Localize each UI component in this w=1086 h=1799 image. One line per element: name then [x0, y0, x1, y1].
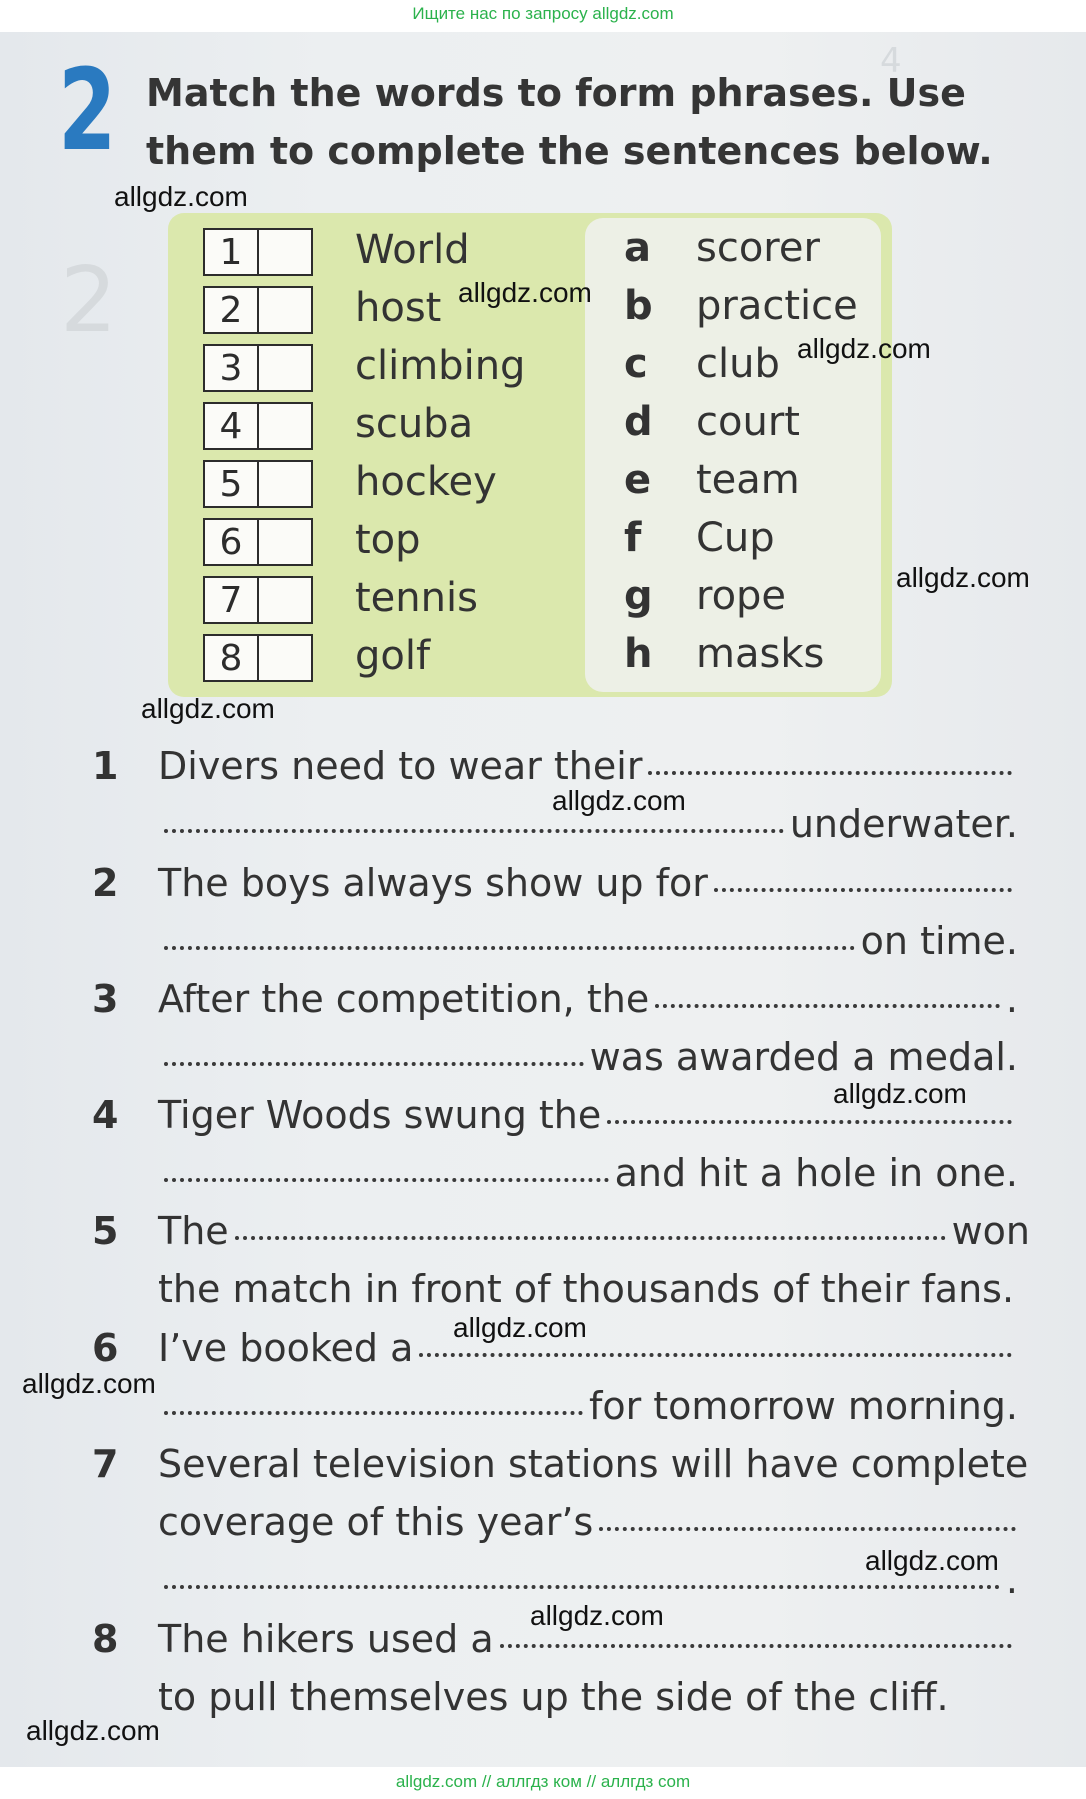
left-word: climbing	[355, 343, 526, 389]
sentence-text: Several television stations will have complete	[158, 1442, 1029, 1486]
sentence-text: Divers need to wear their	[158, 744, 643, 788]
answer-blank[interactable]	[607, 1120, 1012, 1124]
sentence-text: After the competition, the	[158, 977, 650, 1021]
left-word: golf	[355, 633, 431, 679]
answer-box[interactable]	[203, 228, 313, 276]
watermark: allgdz.com	[26, 1715, 160, 1746]
option-letter: c	[624, 341, 648, 387]
sentence-text: .	[1005, 1558, 1018, 1602]
sentence-number: 3	[92, 977, 119, 1021]
right-word: scorer	[696, 225, 820, 271]
answer-blank[interactable]	[599, 1527, 1016, 1531]
watermark: allgdz.com	[22, 1368, 156, 1399]
answer-box[interactable]	[203, 286, 313, 334]
answer-blank[interactable]	[655, 1004, 1000, 1008]
sentence-text: and hit a hole in one.	[614, 1151, 1018, 1195]
exercise-instruction: Match the words to form phrases. Use them to complete the sentences below.	[146, 71, 993, 173]
answer-box[interactable]	[203, 576, 313, 624]
item-number: 2	[205, 288, 259, 332]
answer-blank[interactable]	[500, 1644, 1012, 1648]
answer-box[interactable]	[203, 634, 313, 682]
sentence-number: 6	[92, 1326, 119, 1370]
answer-blank[interactable]	[714, 888, 1012, 892]
watermark: allgdz.com	[453, 1312, 587, 1343]
answer-blank[interactable]	[164, 946, 855, 950]
sentence-text: for tomorrow morning.	[588, 1384, 1018, 1428]
sentence-text: won	[951, 1209, 1030, 1253]
watermark: allgdz.com	[114, 181, 248, 212]
answer-box[interactable]	[203, 402, 313, 450]
option-letter: a	[624, 225, 651, 271]
sentence-text: on time.	[860, 919, 1018, 963]
answer-box[interactable]	[203, 460, 313, 508]
exercise-number: 2	[58, 46, 117, 176]
answer-blank[interactable]	[648, 771, 1012, 775]
right-word: club	[696, 341, 780, 387]
left-word: World	[355, 227, 470, 273]
right-word: court	[696, 399, 800, 445]
answer-blank[interactable]	[164, 1585, 1000, 1589]
option-letter: f	[624, 515, 642, 561]
option-letter: g	[624, 573, 653, 619]
answer-blank[interactable]	[164, 1178, 609, 1182]
sentence-line	[158, 1322, 1018, 1374]
answer-box[interactable]	[203, 344, 313, 392]
item-number: 8	[205, 636, 259, 680]
item-number: 1	[205, 230, 259, 274]
watermark: allgdz.com	[530, 1600, 664, 1631]
sentence-text: Tiger Woods swung the	[158, 1093, 602, 1137]
sentence-number: 5	[92, 1209, 119, 1253]
item-number: 3	[205, 346, 259, 390]
watermark: allgdz.com	[896, 562, 1030, 593]
answer-blank[interactable]	[164, 829, 784, 833]
answer-blank[interactable]	[419, 1353, 1012, 1357]
sentence-number: 7	[92, 1442, 119, 1486]
left-word: tennis	[355, 575, 478, 621]
sentence-text: .	[1005, 977, 1018, 1021]
left-word: host	[355, 285, 442, 331]
sentence-text: The hikers used a	[158, 1617, 494, 1661]
item-number: 4	[205, 404, 259, 448]
option-letter: b	[624, 283, 653, 329]
item-number: 7	[205, 578, 259, 622]
answer-box[interactable]	[203, 518, 313, 566]
sentence-text: I’ve booked a	[158, 1326, 414, 1370]
sentence-text: The boys always show up for	[158, 861, 708, 905]
watermark: allgdz.com	[865, 1545, 999, 1576]
sentence-number: 8	[92, 1617, 119, 1661]
top-banner: Ищите нас по запросу allgdz.com	[412, 4, 674, 23]
sentence-line	[158, 1147, 1018, 1199]
sentence-text: coverage of this year’s	[158, 1500, 594, 1544]
right-word: practice	[696, 283, 858, 329]
answer-blank[interactable]	[235, 1236, 946, 1240]
sentence-line	[158, 1671, 1022, 1723]
option-letter: d	[624, 399, 653, 445]
sentence-line	[158, 1031, 1018, 1083]
sentence-line	[158, 1263, 1030, 1315]
right-word: team	[696, 457, 800, 503]
watermark: allgdz.com	[833, 1078, 967, 1109]
left-word: scuba	[355, 401, 474, 447]
sentence-line	[158, 973, 1018, 1025]
watermark: allgdz.com	[552, 785, 686, 816]
watermark: allgdz.com	[458, 277, 592, 308]
watermark: allgdz.com	[797, 333, 931, 364]
sentence-line	[158, 1205, 1030, 1257]
sentence-number: 4	[92, 1093, 119, 1137]
sentence-line	[158, 1496, 1022, 1548]
sentence-number: 1	[92, 744, 119, 788]
item-number: 5	[205, 462, 259, 506]
right-word: Cup	[696, 515, 775, 561]
right-word: masks	[696, 631, 825, 677]
sentence-text: The	[158, 1209, 229, 1253]
sentence-text: was awarded a medal.	[589, 1035, 1018, 1079]
left-word: top	[355, 517, 421, 563]
sentence-text: the match in front of thousands of their fans.	[158, 1267, 1015, 1311]
watermark: allgdz.com	[141, 693, 275, 724]
sentence-number: 2	[92, 861, 119, 905]
bleed-through-text: 4	[880, 41, 902, 81]
sentence-line	[158, 857, 1018, 909]
sentence-line	[158, 1438, 1029, 1490]
option-letter: e	[624, 457, 652, 503]
item-number: 6	[205, 520, 259, 564]
left-word: hockey	[355, 459, 497, 505]
right-word: rope	[696, 573, 787, 619]
option-letter: h	[624, 631, 653, 677]
sentence-line	[158, 1380, 1018, 1432]
sentence-line	[158, 915, 1018, 967]
answer-blank[interactable]	[164, 1411, 583, 1415]
answer-blank[interactable]	[164, 1062, 584, 1066]
bleed-through-text: 2	[60, 248, 118, 353]
sentence-text: to pull themselves up the side of the cliff.	[158, 1675, 949, 1719]
sentence-text: underwater.	[789, 802, 1018, 846]
bottom-banner: allgdz.com // аллгдз ком // аллгдз com	[395, 1772, 691, 1791]
